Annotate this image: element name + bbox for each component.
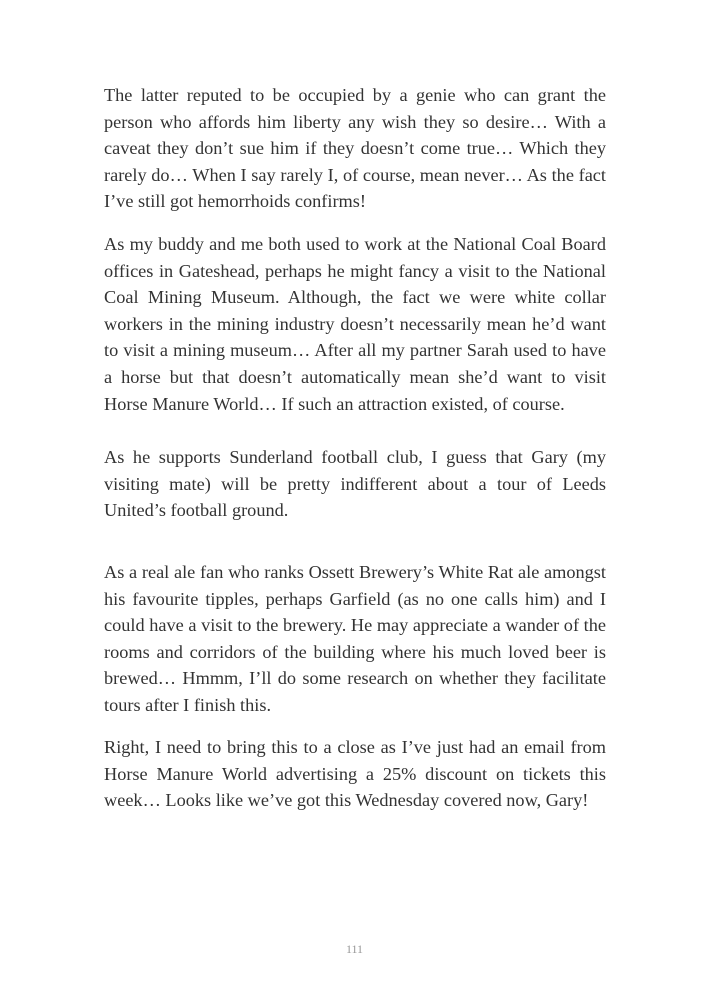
body-paragraph: As a real ale fan who ranks Ossett Brewery’s White Rat ale amongst his favourite tipples, perhaps Garfield (as no one calls him) and I could have a visit to the brewery. He may appreciate a wander of the rooms and corridors of the building where his much loved beer is brewed… Hmmm, I’ll do some research on whether they facilitate tours after I finish this. [104,562,606,715]
body-paragraph: Right, I need to bring this to a close as I’ve just had an email from Horse Manure World advertising a 25% discount on tickets this week… Looks like we’ve got this Wednesday covered now, Gary! [104,737,606,811]
body-paragraph: As he supports Sunderland football club, I guess that Gary (my visiting mate) will be pretty indifferent about a tour of Leeds United’s football ground. [104,447,606,521]
body-paragraph: The latter reputed to be occupied by a genie who can grant the person who affords him liberty any wish they so desire… With a caveat they don’t sue him if they doesn’t come true… Which they rarely do… When I say rarely I, of course, mean never… As the fact I’ve still got hemorrhoids confirms! [104,85,606,212]
body-paragraph: As my buddy and me both used to work at the National Coal Board offices in Gateshead, perhaps he might fancy a visit to the National Coal Mining Museum. Although, the fact we were white collar workers in the mining industry doesn’t necessarily mean he’d want to visit a mining museum… After all my partner Sarah used to have a horse but that doesn’t automatically mean she’d want to visit Horse Manure World… If such an attraction existed, of course. [104,234,606,414]
page-number: 111 [345,942,364,956]
